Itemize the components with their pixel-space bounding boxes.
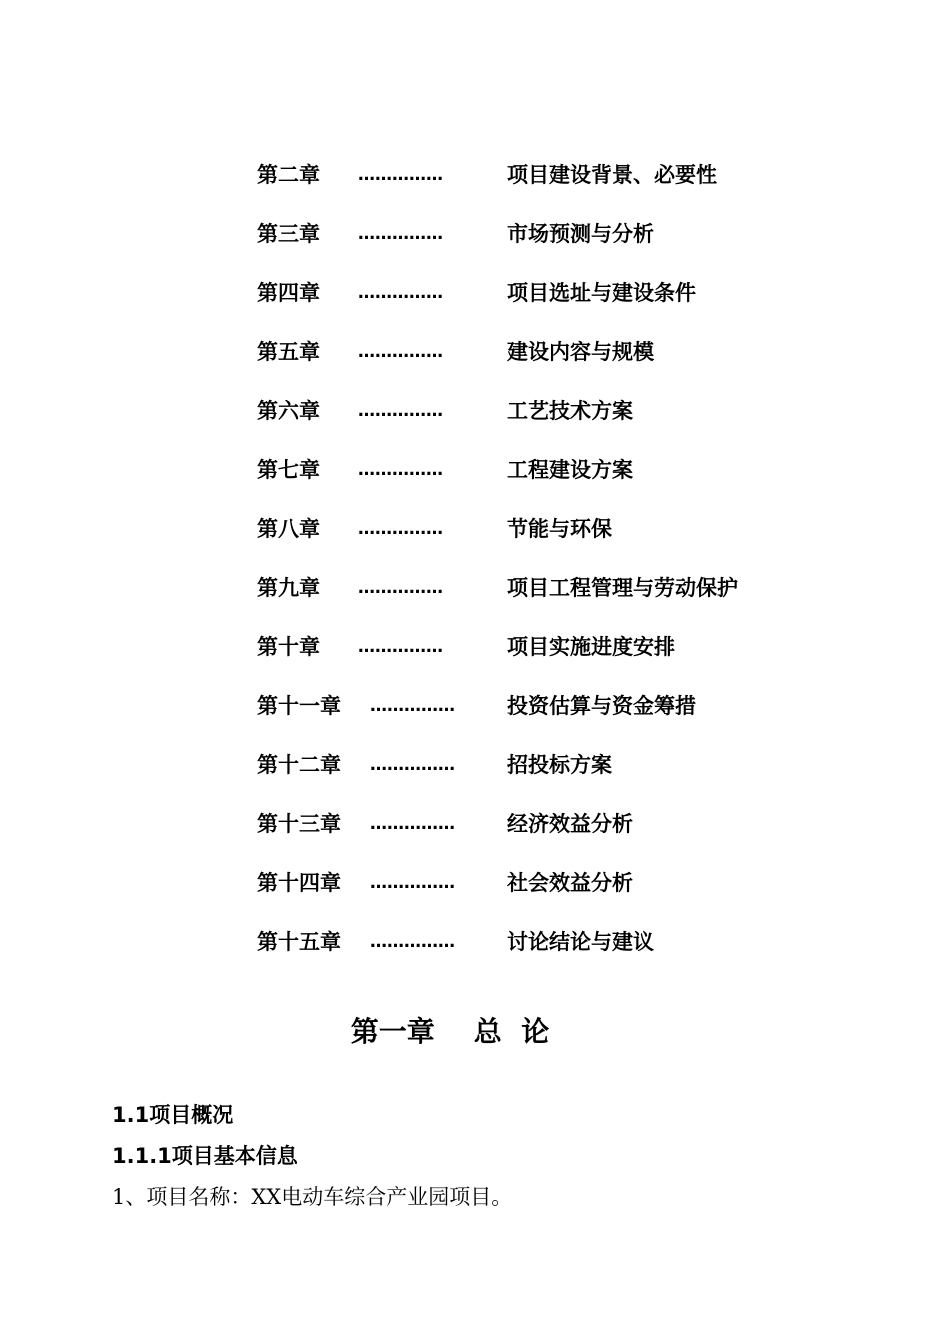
toc-chapter-title: 项目建设背景、必要性 [507, 163, 717, 187]
toc-chapter-title: 建设内容与规模 [507, 340, 654, 364]
toc-chapter-number: 第五章 [257, 340, 320, 364]
section-heading: 1.1项目概况 [112, 1103, 234, 1127]
toc-chapter-title: 市场预测与分析 [507, 222, 654, 246]
toc-leader-dots: …………… [358, 578, 443, 598]
toc-chapter-title: 招投标方案 [507, 753, 612, 777]
toc-chapter-title: 工程建设方案 [507, 458, 633, 482]
toc-leader-dots: …………… [358, 637, 443, 657]
toc-chapter-number: 第十五章 [257, 930, 341, 954]
toc-leader-dots: …………… [358, 401, 443, 421]
toc-chapter-number: 第四章 [257, 281, 320, 305]
project-name-paragraph: 1、项目名称：XX电动车综合产业园项目。 [112, 1185, 513, 1209]
toc-chapter-title: 项目选址与建设条件 [507, 281, 696, 305]
toc-leader-dots: …………… [358, 342, 443, 362]
toc-chapter-number: 第十二章 [257, 753, 341, 777]
toc-leader-dots: …………… [370, 814, 455, 834]
subsection-heading: 1.1.1项目基本信息 [112, 1144, 298, 1168]
toc-leader-dots: …………… [358, 460, 443, 480]
toc-leader-dots: …………… [370, 755, 455, 775]
toc-chapter-number: 第三章 [257, 222, 320, 246]
toc-chapter-number: 第九章 [257, 576, 320, 600]
toc-leader-dots: …………… [358, 224, 443, 244]
toc-chapter-number: 第二章 [257, 163, 320, 187]
toc-leader-dots: …………… [370, 932, 455, 952]
toc-chapter-title: 投资估算与资金筹措 [507, 694, 696, 718]
toc-leader-dots: …………… [358, 283, 443, 303]
toc-chapter-number: 第六章 [257, 399, 320, 423]
toc-chapter-title: 工艺技术方案 [507, 399, 633, 423]
toc-chapter-title: 经济效益分析 [507, 812, 633, 836]
toc-chapter-number: 第十一章 [257, 694, 341, 718]
toc-chapter-title: 社会效益分析 [507, 871, 633, 895]
toc-chapter-number: 第十章 [257, 635, 320, 659]
toc-chapter-number: 第十四章 [257, 871, 341, 895]
toc-leader-dots: …………… [370, 873, 455, 893]
toc-chapter-number: 第七章 [257, 458, 320, 482]
toc-leader-dots: …………… [370, 696, 455, 716]
toc-chapter-title: 项目工程管理与劳动保护 [507, 576, 738, 600]
toc-chapter-number: 第八章 [257, 517, 320, 541]
toc-chapter-number: 第十三章 [257, 812, 341, 836]
toc-chapter-title: 讨论结论与建议 [507, 930, 654, 954]
chapter-heading: 第一章 总 论 [350, 1015, 550, 1048]
toc-leader-dots: …………… [358, 165, 443, 185]
toc-leader-dots: …………… [358, 519, 443, 539]
toc-chapter-title: 项目实施进度安排 [507, 635, 675, 659]
toc-chapter-title: 节能与环保 [507, 517, 612, 541]
